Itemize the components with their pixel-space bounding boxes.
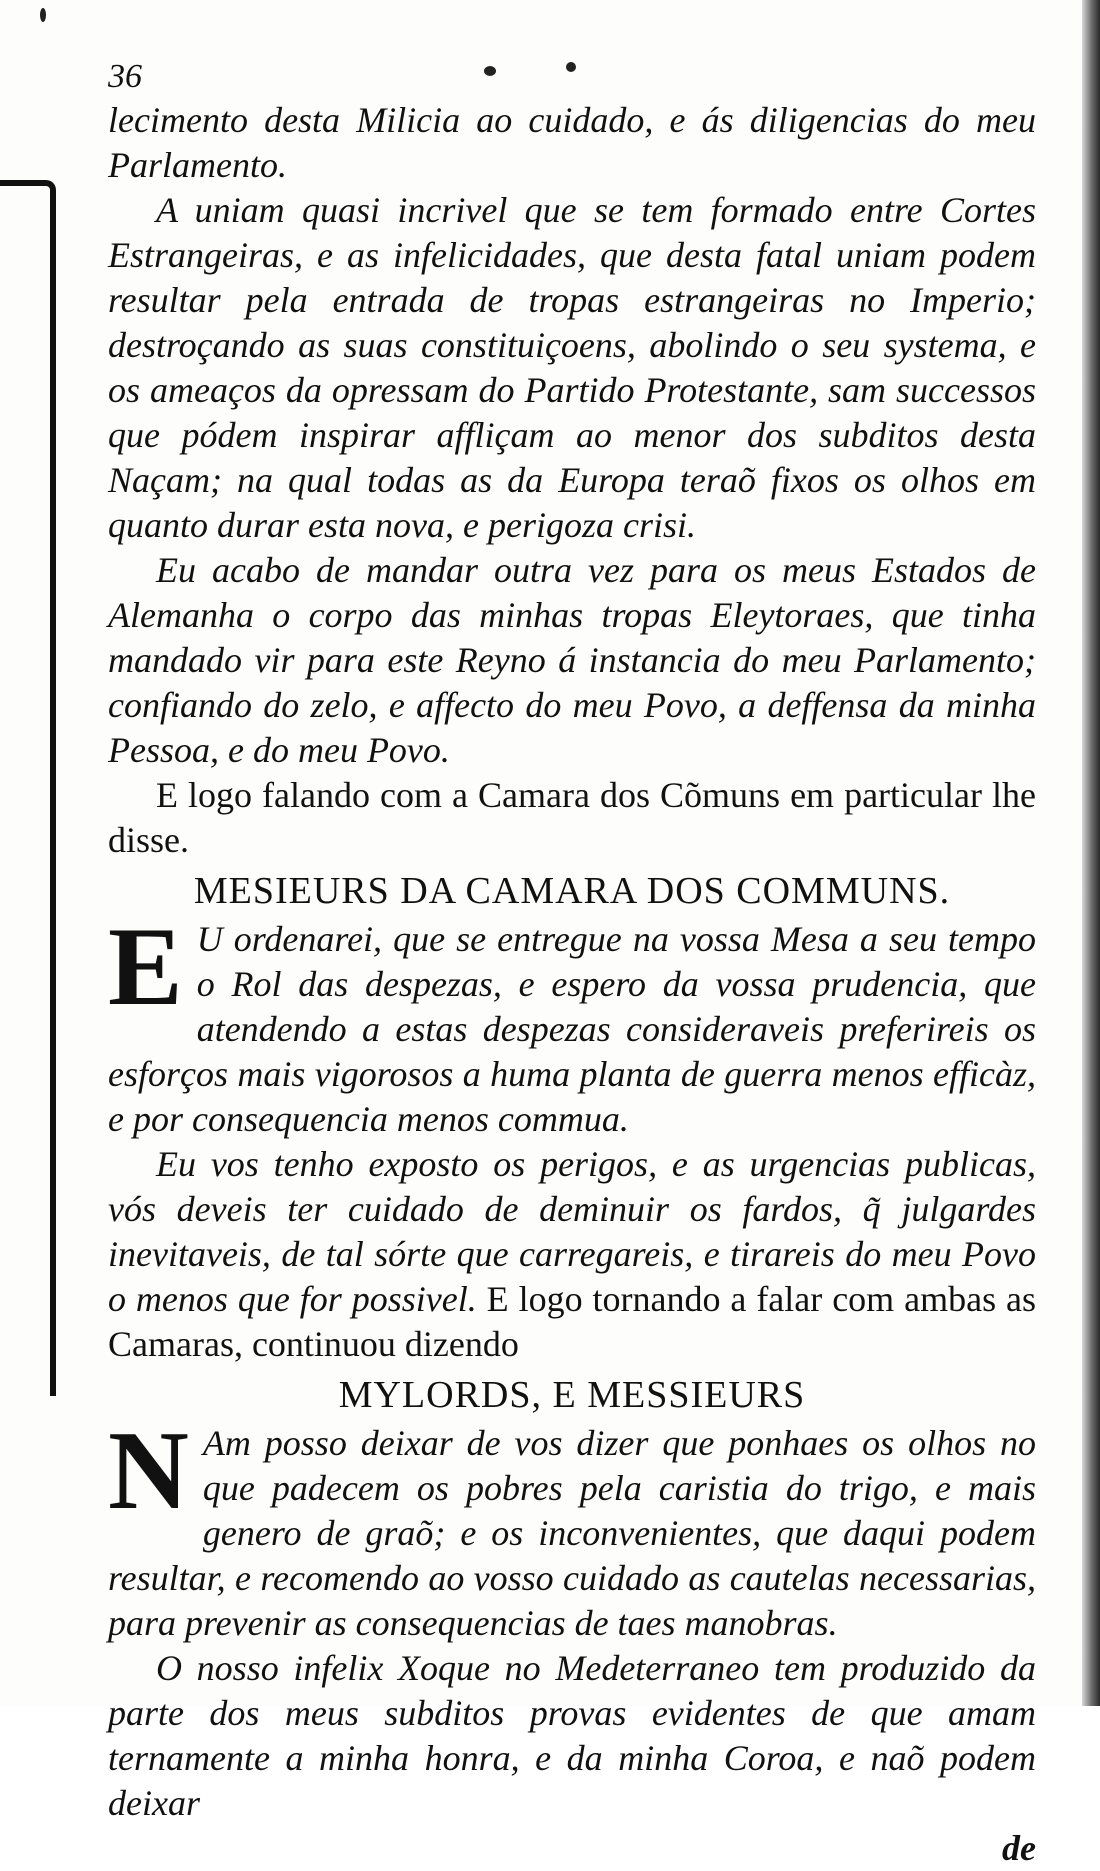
drop-cap-e: E — [108, 905, 183, 1029]
section-commons-second-italic: Eu vos tenho exposto os perigos, e as urgencias publicas, vós deveis ter cuidado de deminuir os fardos, q̃ julgardes inevitaveis, de tal sórte que carregareis, e tirareis do meu Povo o menos que for possivel. — [108, 1144, 1036, 1319]
section-mylords-first — [108, 1409, 1036, 1646]
catchword: de — [1002, 1828, 1036, 1868]
section-mylords-second: O nosso infelix Xoque no Medeterraneo tem produzido da parte dos meus subditos provas evidentes de que amam ternamente a minha honra, e da minha Coroa, e naõ podem deixar — [108, 1648, 1036, 1823]
binding-bracket — [0, 180, 56, 1396]
ink-speck — [484, 66, 496, 76]
paragraph-continuation: lecimento desta Milicia ao cuidado, e ás diligencias do meu Parlamento. — [108, 100, 1036, 185]
section-commons-first-text: U ordenarei, que se entregue na vossa Mesa a seu tempo o Rol das despezas, e espero da vossa prudencia, que atendendo a estas despezas consideraveis preferireis os esforços mais vigorosos a huma planta de guerra menos efficàz, e por consequencia menos commua. — [108, 919, 1036, 1139]
page-edge-shadow — [1082, 0, 1100, 1706]
section-mylords-first-text: Am posso deixar de vos dizer que ponhaes os olhos no que padecem os pobres pela caristia do trigo, e mais genero de graõ; e os inconvenientes, que daqui podem resultar, e recomendo ao vosso cuidado as cautelas necessarias, para prevenir as consequencias de taes manobras. — [108, 1423, 1036, 1643]
ink-speck — [40, 8, 46, 22]
section-commons-second — [108, 1142, 1036, 1367]
ink-speck — [566, 62, 576, 72]
heading-commons: MESIEURS DA CAMARA DOS COMMUNS. — [193, 870, 951, 912]
section-commons-first — [108, 905, 1036, 1142]
drop-cap-n: N — [108, 1409, 189, 1533]
section-commons-second-roman: E logo tornando a falar com ambas as Camaras, continuou dizendo — [108, 1279, 1036, 1364]
heading-mylords: MYLORDS, E MESSIEURS — [338, 1374, 806, 1416]
page-number: 36 — [108, 58, 142, 95]
paragraph-foreign-courts: A uniam quasi incrivel que se tem formado entre Cortes Estrangeiras, e as infelicidades, que desta fatal uniam podem resultar pela entrada de tropas estrangeiras no Imperio; destroçando as suas constituiçoens, abolindo o seu systema, e os ameaços da opressam do Partido Protestante, sam successos que pódem inspirar affliçam ao menor dos subditos desta Naçam; na qual todas as da Europa teraõ fixos os olhos em quanto durar esta nova, e perigoza crisi. — [108, 190, 1036, 545]
paragraph-commons-intro: E logo falando com a Camara dos Cõmuns em particular lhe disse. — [108, 775, 1036, 860]
paragraph-electoral-troops: Eu acabo de mandar outra vez para os meus Estados de Alemanha o corpo das minhas tropas Eleytoraes, que tinha mandado vir para este Reyno á instancia do meu Parlamento; confiando do zelo, e affecto do meu Povo, a deffensa da minha Pessoa, e do meu Povo. — [108, 550, 1036, 770]
body-text — [108, 98, 1036, 1871]
